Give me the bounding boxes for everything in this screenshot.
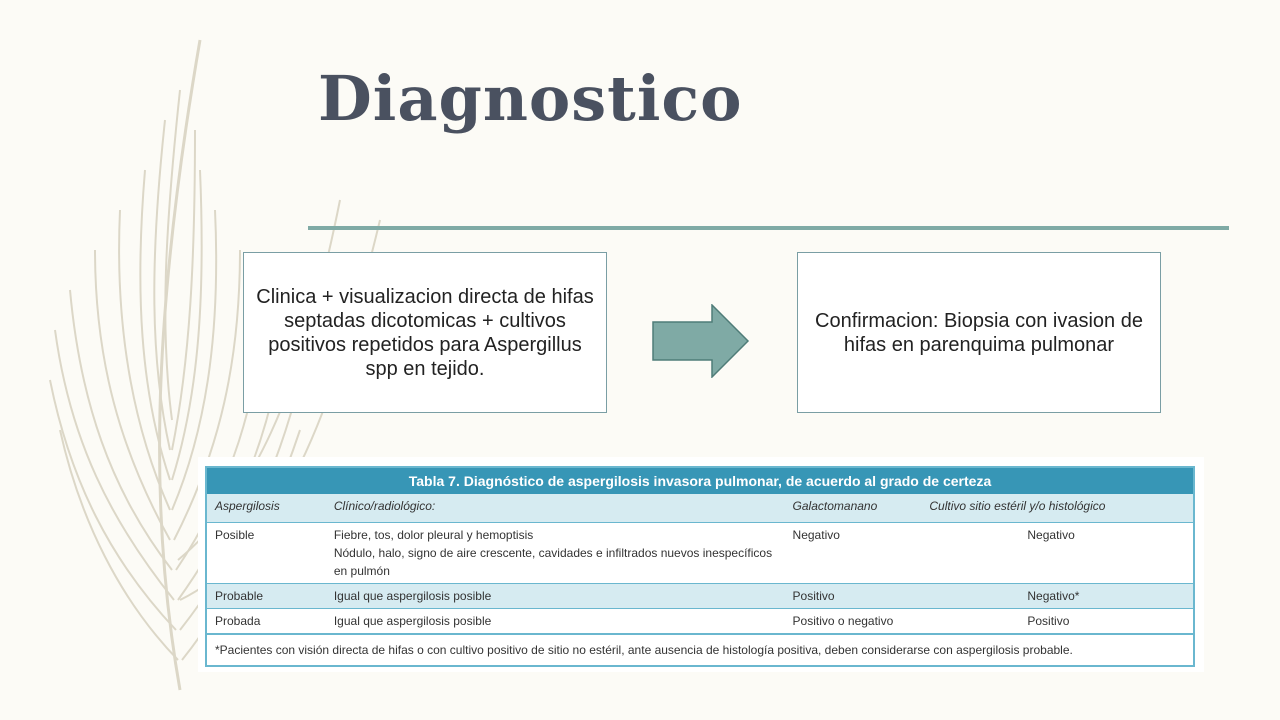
table-row [206,609,1194,635]
table-row [206,523,1194,584]
table-caption: Tabla 7. Diagnóstico de aspergilosis invasora pulmonar, de acuerdo al grado de certeza [206,467,1194,494]
row-clinical-line: en pulmón [333,564,390,578]
row-galactomanano: Positivo [785,584,930,609]
table-header-row [206,494,1194,523]
row-culture: Negativo [929,523,1194,584]
row-culture: Negativo* [929,584,1194,609]
table-footnote-row [206,634,1194,666]
table-row [206,584,1194,609]
row-clinical-line: Fiebre, tos, dolor pleural y hemoptisis [333,528,534,542]
diagnosis-table [205,466,1195,667]
right-arrow-icon [652,304,750,378]
clinical-criteria-box [243,252,607,413]
table-footnote: *Pacientes con visión directa de hifas o con cultivo positivo de sitio no estéril, ante ausencia de histología positiva, deben considerarse con aspergilosis probable. [206,634,1194,666]
row-culture: Positivo [929,609,1194,635]
diagnosis-table-image [198,457,1204,672]
row-clinical-line: Nódulo, halo, signo de aire crescente, cavidades e infiltrados nuevos inespecíficos [333,546,773,560]
slide-title: Diagnostico [318,62,743,135]
row-galactomanano: Positivo o negativo [785,609,930,635]
row-clinical [326,523,785,584]
confirmation-text: Confirmacion: Biopsia con ivasion de hifas en parenquima pulmonar [815,309,1143,356]
header-galactomanano: Galactomanano [785,494,930,523]
row-level: Posible [206,523,326,584]
row-level: Probable [206,584,326,609]
header-clinical: Clínico/radiológico: [326,494,785,523]
header-aspergilosis: Aspergilosis [206,494,326,523]
row-clinical: Igual que aspergilosis posible [326,609,785,635]
accent-line [308,226,1229,230]
clinical-criteria-text: Clinica + visualizacion directa de hifas septadas dicotomicas + cultivos positivos repetidos para Aspergillus spp en tejido. [256,285,594,380]
row-galactomanano: Negativo [785,523,930,584]
row-level: Probada [206,609,326,635]
header-culture: Cultivo sitio estéril y/o histológico [929,494,1194,523]
confirmation-box [797,252,1161,413]
row-clinical: Igual que aspergilosis posible [326,584,785,609]
